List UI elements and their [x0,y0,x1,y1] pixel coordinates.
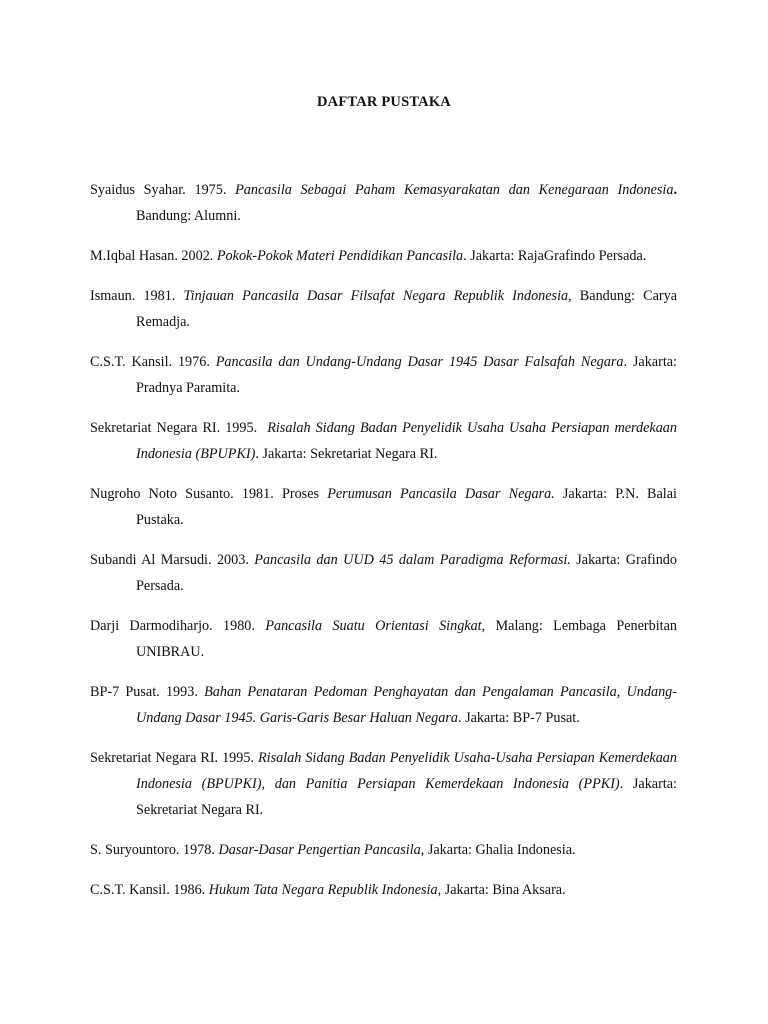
entry-publisher: , Malang: Lembaga Penerbitan UNIBRAU. [136,618,678,660]
entry-title: Pancasila dan Undang-Undang Dasar 1945 Dasar Falsafah Negara [215,354,624,370]
bibliography-entry [90,613,677,665]
bibliography-entry [90,415,677,467]
bibliography-list [90,177,677,917]
entry-publisher: Jakarta: Bina Aksara. [441,882,566,898]
bibliography-entry [90,283,677,335]
entry-author-year: Darji Darmodiharjo. 1980. [90,618,266,634]
page-title: DAFTAR PUSTAKA [317,94,451,110]
entry-author-year: Subandi Al Marsudi. 2003. [90,552,255,568]
entry-author-year: BP-7 Pusat. 1993. [90,684,205,700]
entry-title-end: . [673,182,677,198]
bibliography-entry [90,177,677,229]
entry-author-year: Ismaun. 1981. [90,288,184,304]
entry-title: Risalah Sidang Badan Penyelidik Usaha Usaha Persiapan merdekaan Indonesia (BPUPKI) [136,420,677,462]
entry-publisher: Jakarta: Grafindo Persada. [136,552,677,594]
entry-title: Hukum Tata Negara Republik Indonesia, [208,882,442,898]
entry-author-year: S. Suryountoro. 1978. [90,842,219,858]
entry-publisher: Jakarta: P.N. Balai Pustaka. [136,486,677,528]
entry-publisher: Bandung: Alumni. [136,208,241,224]
entry-title: Pancasila Suatu Orientasi Singkat [265,618,482,634]
bibliography-entry [90,745,677,823]
entry-author-year: Syaidus Syahar. 1975. [90,182,236,198]
entry-author-year: M.Iqbal Hasan. 2002. [90,248,217,264]
entry-publisher: . Jakarta: Sekretariat Negara RI. [136,776,677,818]
entry-title: Dasar-Dasar Pengertian Pancasila, [218,842,425,858]
bibliography-entry [90,877,677,903]
bibliography-entry [90,837,677,863]
entry-author-year: C.S.T. Kansil. 1976. [90,354,216,370]
entry-title: Tinjauan Pancasila Dasar Filsafat Negara Republik Indonesia [183,288,569,304]
entry-title: Perumusan Pancasila Dasar Negara. [327,486,555,502]
entry-title: Risalah Sidang Badan Penyelidik Usaha-Usaha Persiapan Kemerdekaan Indonesia (BPUPKI), dan Panitia Persiapan Kemerdekaan Indonesia (PPKI) [136,750,677,792]
bibliography-entry [90,349,677,401]
entry-title: Bahan Penataran Pedoman Penghayatan dan Pengalaman Pancasila, Undang-Undang Dasar 1945. Garis-Garis Besar Haluan Negara [136,684,677,726]
bibliography-entry [90,547,677,599]
entry-author-year: Sekretariat Negara RI. 1995. [90,420,268,436]
entry-publisher: , Bandung: Carya Remadja. [136,288,677,330]
entry-title: Pancasila dan UUD 45 dalam Paradigma Reformasi. [254,552,571,568]
bibliography-entry [90,679,677,731]
entry-publisher: Jakarta: Ghalia Indonesia. [424,842,576,858]
entry-title: Pancasila Sebagai Paham Kemasyarakatan dan Kenegaraan Indonesia [235,182,674,198]
entry-publisher: . Jakarta: Sekretariat Negara RI. [255,446,438,462]
bibliography-entry [90,243,677,269]
entry-author-year: Nugroho Noto Susanto. 1981. Proses [90,486,328,502]
entry-publisher: . Jakarta: Pradnya Paramita. [136,354,677,396]
bibliography-entry [90,481,677,533]
entry-author-year: Sekretariat Negara RI. 1995. [90,750,258,766]
entry-publisher: . Jakarta: RajaGrafindo Persada. [463,248,647,264]
entry-title: Pokok-Pokok Materi Pendidikan Pancasila [216,248,464,264]
entry-author-year: C.S.T. Kansil. 1986. [90,882,209,898]
entry-publisher: . Jakarta: BP-7 Pusat. [458,710,580,726]
